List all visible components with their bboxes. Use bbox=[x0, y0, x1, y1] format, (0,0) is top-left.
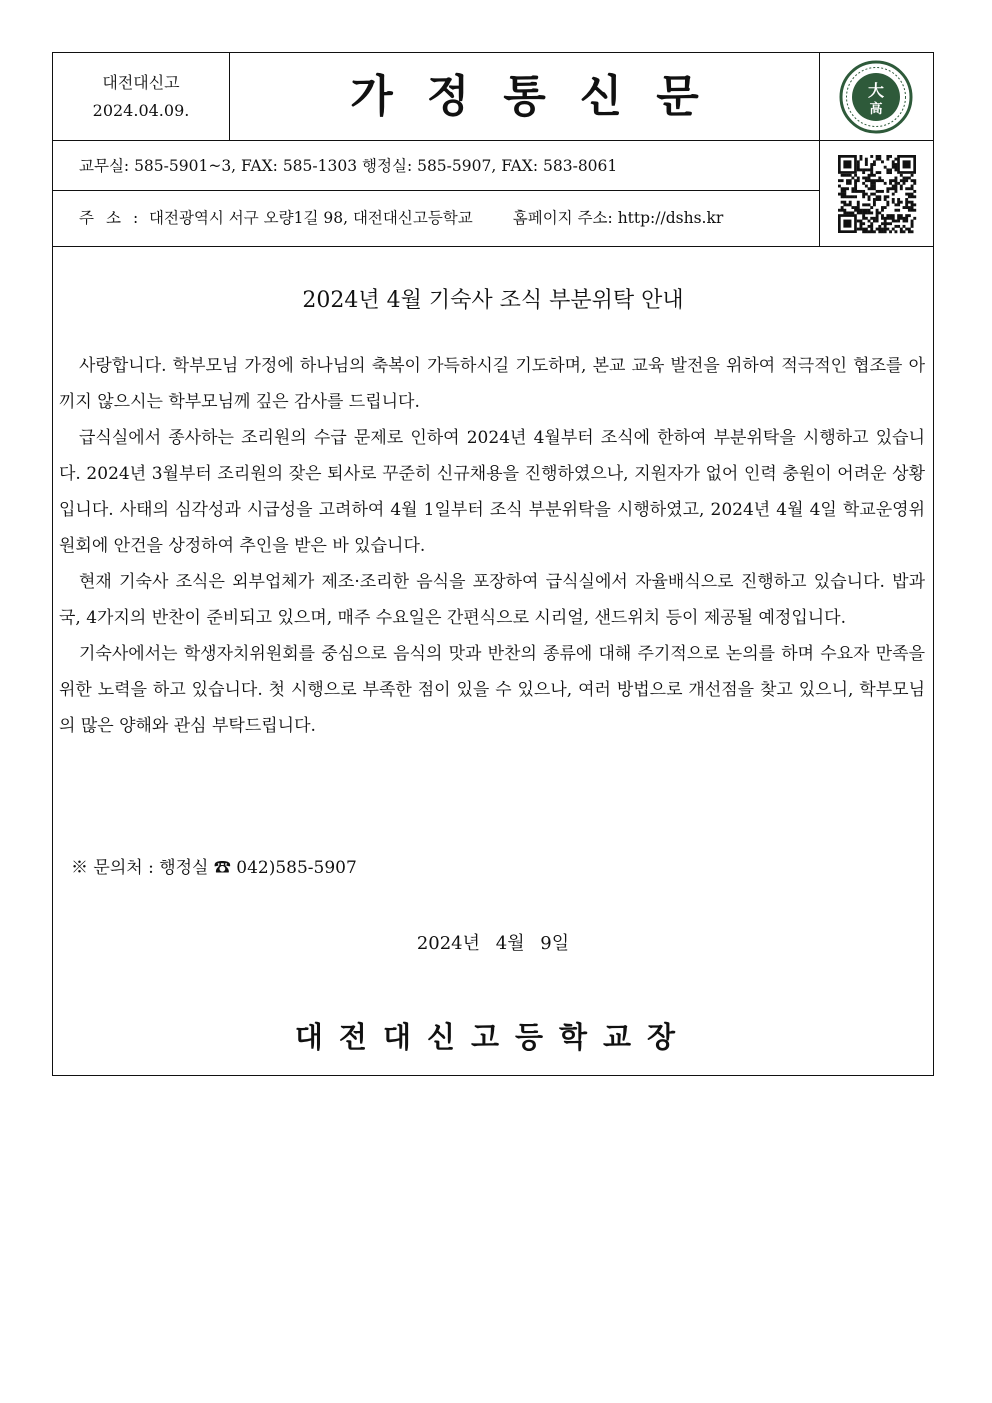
contact-info: ※ 문의처 : 행정실 ☎ 042)585-5907 bbox=[71, 858, 357, 878]
letter-date: 2024년 4월 9일 bbox=[416, 933, 570, 954]
notice-title: 2024년 4월 기숙사 조식 부분위탁 안내 bbox=[302, 288, 684, 313]
logo-cell bbox=[820, 53, 933, 141]
school-emblem-icon bbox=[820, 53, 933, 141]
document-frame bbox=[52, 52, 934, 1076]
letterhead bbox=[53, 53, 933, 247]
body-paragraph: 급식실에서 종사하는 조리원의 수급 문제로 인하여 2024년 4월부터 조식에 한하여 부분위탁을 시행하고 있습니다. 2024년 3월부터 조리원의 잦은 퇴사로 꾸준히 신규채용을 진행하였으나, 지원자가 없어 인력 충원이 어려운 상황입니다. 사태의 심각성과 시급성을 고려하여 4월 1일부터 조식 부분위탁을 시행하였고, 2024년 4월 4일 학교운영위원회에 안건을 상정하여 추인을 받은 바 있습니다. bbox=[59, 428, 925, 556]
qr-cell bbox=[820, 141, 933, 246]
newsletter-title: 가정통신문 bbox=[350, 71, 733, 122]
body-paragraph: 기숙사에서는 학생자치위원회를 중심으로 음식의 맛과 반찬의 종류에 대해 주기적으로 논의를 하며 수요자 만족을 위한 노력을 하고 있습니다. 첫 시행으로 부족한 점이 있을 수 있으나, 여러 방법으로 개선점을 찾고 있으니, 학부모님의 많은 양해와 관심 부탁드립니다. bbox=[59, 644, 925, 736]
homepage-link[interactable]: http://dshs.kr bbox=[617, 209, 724, 227]
body-paragraph: 사랑합니다. 학부모님 가정에 하나님의 축복이 가득하시길 기도하며, 본교 교육 발전을 위하여 적극적인 협조를 아끼지 않으시는 학부모님께 깊은 감사를 드립니다. bbox=[59, 356, 925, 412]
emblem-glyph: 高 bbox=[869, 102, 883, 117]
address-label: 주소: bbox=[79, 209, 151, 227]
title-cell bbox=[230, 53, 820, 141]
homepage-label: 홈페이지 주소: bbox=[512, 209, 613, 227]
address-value: 대전광역시 서구 오량1길 98, 대전대신고등학교 bbox=[149, 209, 473, 227]
body-paragraph: 현재 기숙사 조식은 외부업체가 제조·조리한 음식을 포장하여 급식실에서 자율배식으로 진행하고 있습니다. 밥과 국, 4가지의 반찬이 준비되고 있으며, 매주 수요일은 간편식으로 시리얼, 샌드위치 등이 제공될 예정입니다. bbox=[59, 572, 925, 628]
school-short-name: 대전대신고 bbox=[102, 73, 180, 92]
qr-code-icon[interactable] bbox=[820, 141, 933, 246]
emblem-glyph: 大 bbox=[867, 81, 885, 100]
signer-name: 대전대신고등학교장 bbox=[294, 1020, 692, 1054]
notice-body bbox=[59, 348, 925, 744]
school-date-cell bbox=[53, 53, 230, 141]
contact-numbers: 교무실: 585-5901~3, FAX: 585-1303 행정실: 585-5907, FAX: 583-8061 bbox=[53, 141, 820, 191]
issue-date: 2024.04.09. bbox=[92, 101, 190, 120]
address-line bbox=[53, 191, 820, 246]
